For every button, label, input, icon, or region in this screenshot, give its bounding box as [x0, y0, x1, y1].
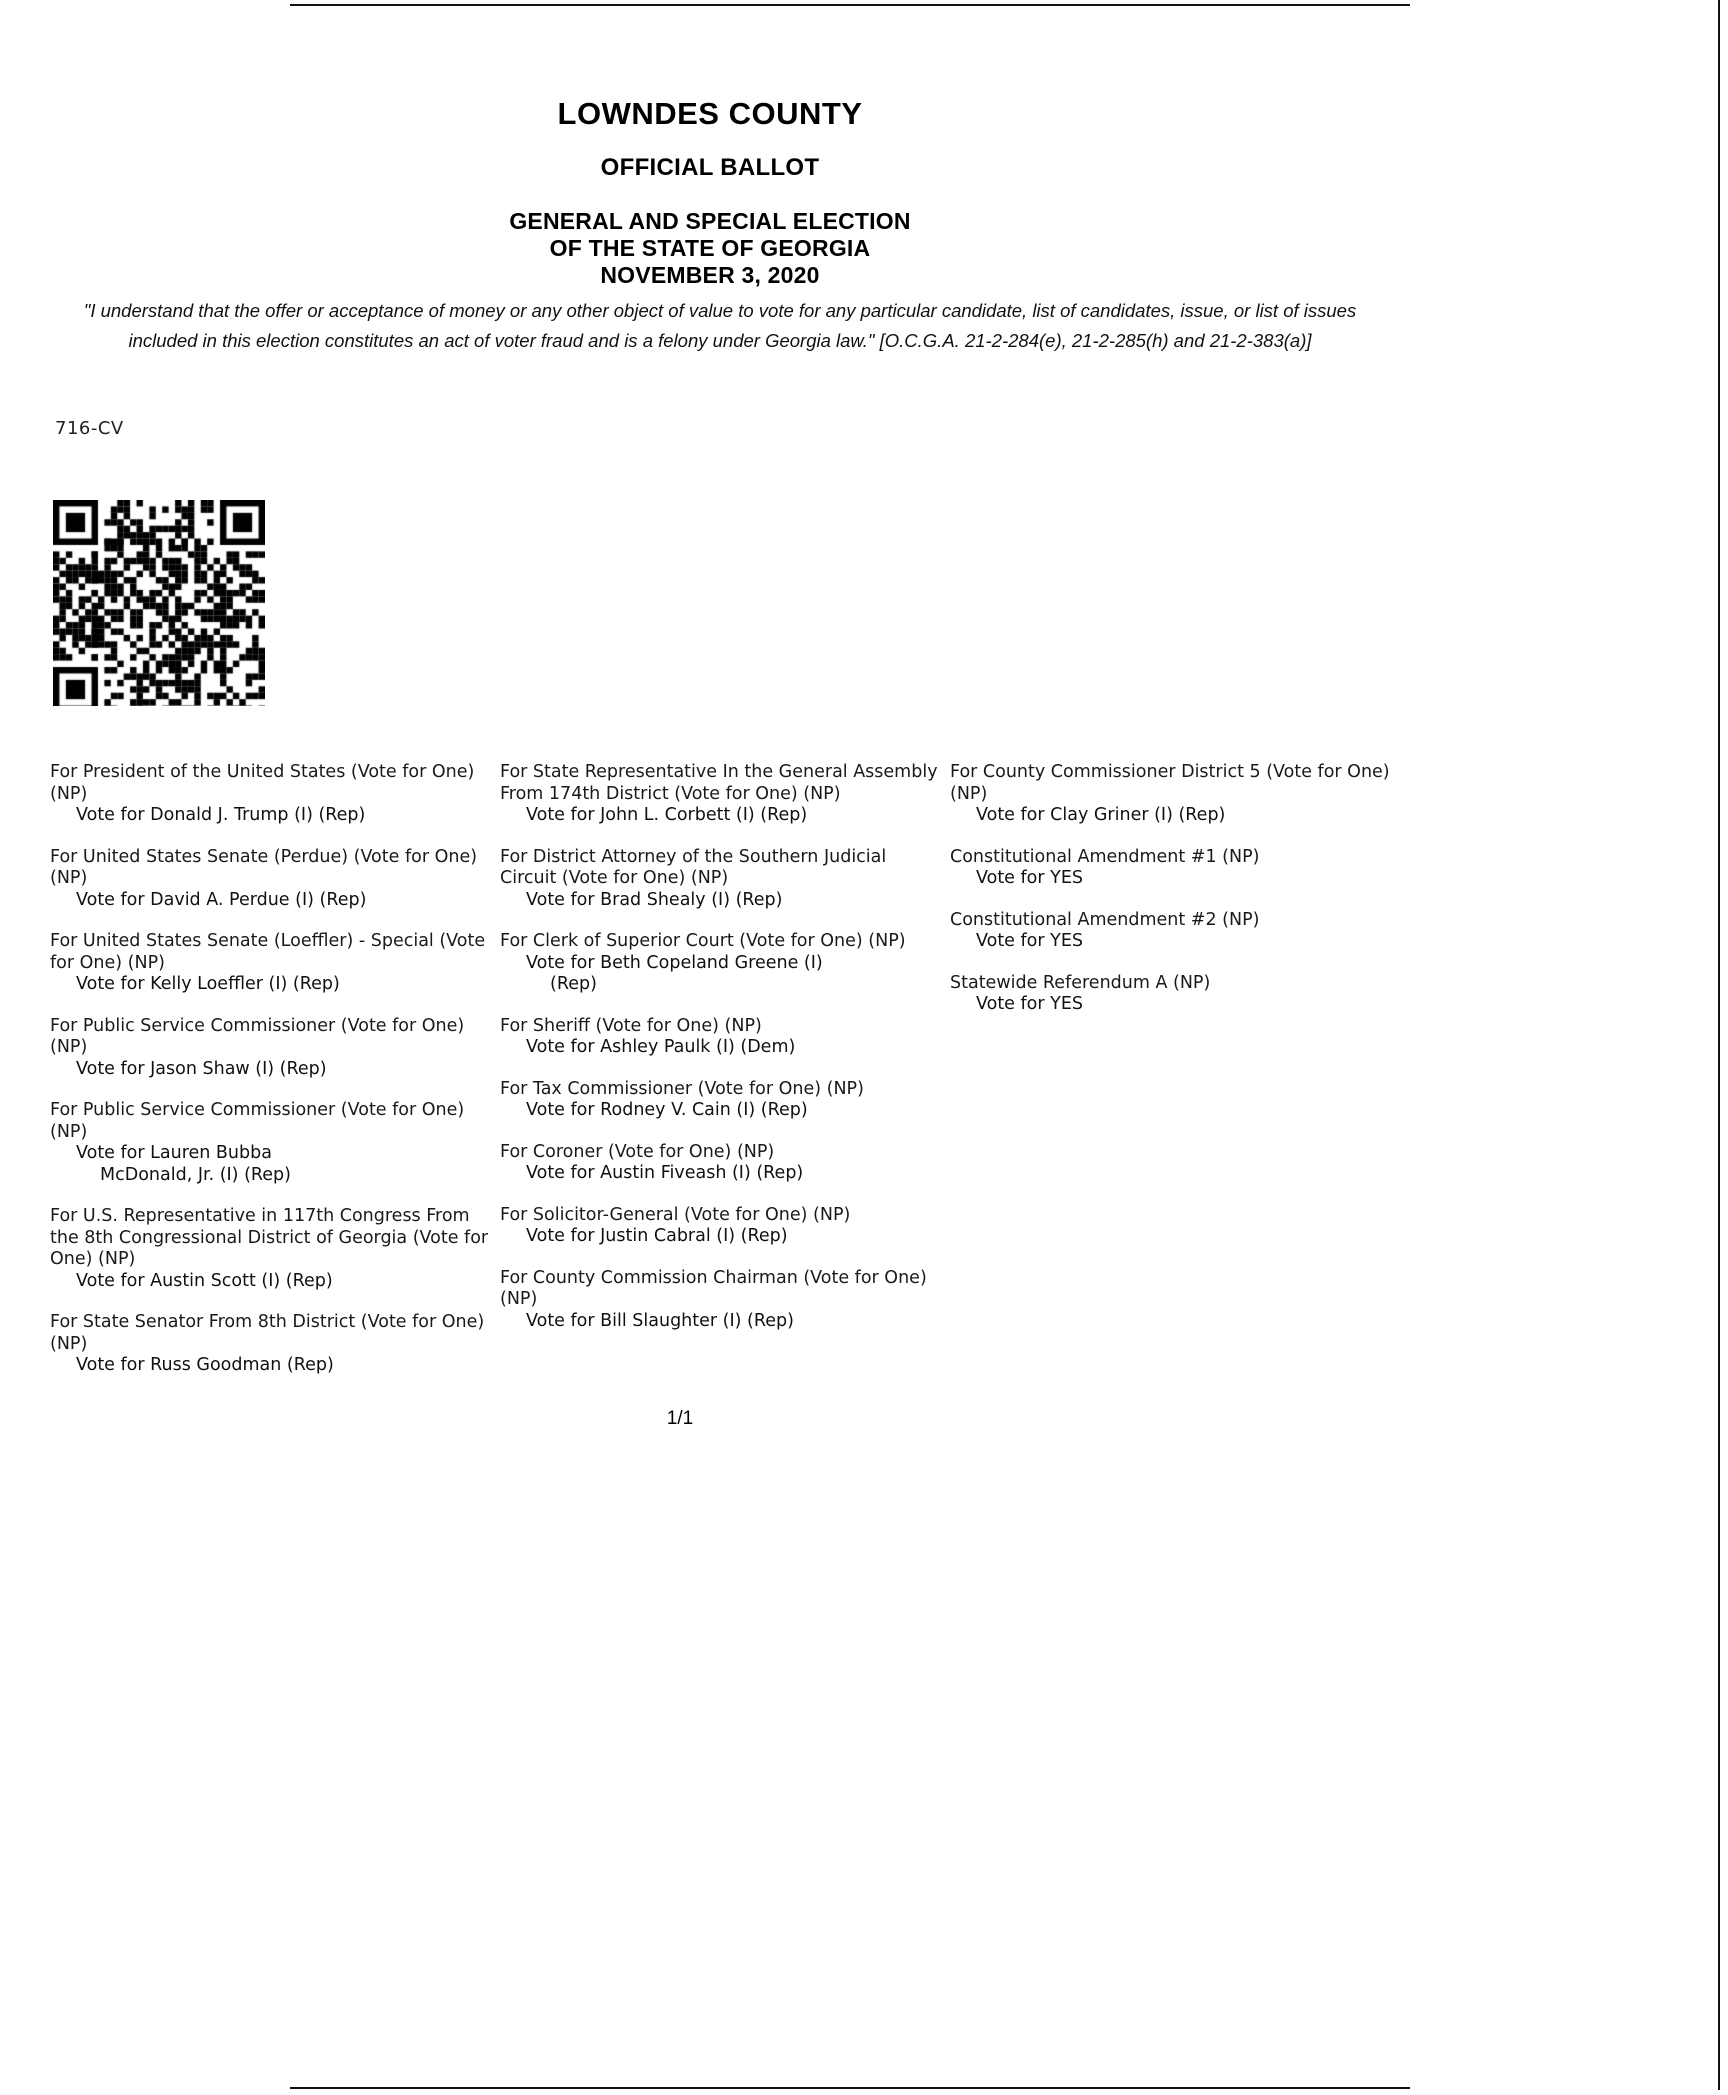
contest-entry [50, 847, 492, 912]
contest-entry [950, 910, 1392, 953]
contest-entry [950, 973, 1392, 1016]
contest-selected-choice: Vote for Austin Scott (I) (Rep) [76, 1270, 333, 1291]
contest-column-1 [50, 762, 500, 1397]
contest-office-title: For State Senator From 8th District (Vote for One) (NP) [50, 1312, 485, 1354]
election-date: NOVEMBER 3, 2020 [600, 262, 820, 288]
ballot-style-code: 716-CV [55, 418, 124, 439]
contest-office-title: For State Representative In the General Assembly From 174th District (Vote for One) (NP) [500, 762, 938, 804]
contest-selected-choice: Vote for Justin Cabral (I) (Rep) [526, 1226, 788, 1246]
contest-selected-choice: Vote for Russ Goodman (Rep) [76, 1355, 334, 1375]
contest-entry [500, 1016, 942, 1059]
contest-office-title: For Clerk of Superior Court (Vote for One) (NP) [500, 931, 906, 951]
contest-office-title: For Coroner (Vote for One) (NP) [500, 1141, 775, 1162]
contest-columns [50, 762, 1400, 1397]
contest-entry [50, 1312, 492, 1377]
contest-entry [50, 931, 492, 996]
county-title: LOWNDES COUNTY [557, 96, 863, 131]
contest-selected-choice-continued: McDonald, Jr. (I) (Rep) [100, 1164, 291, 1185]
contest-entry [500, 1142, 942, 1185]
scan-edge-right [1718, 0, 1720, 2090]
contest-entry [50, 1100, 492, 1186]
contest-entry [500, 1079, 942, 1122]
election-title-line2: OF THE STATE OF GEORGIA [549, 235, 871, 261]
ballot-header [0, 96, 1420, 289]
contest-office-title: For Solicitor-General (Vote for One) (NP) [500, 1204, 851, 1225]
contest-office-title: For Sheriff (Vote for One) (NP) [500, 1015, 762, 1036]
contest-entry [50, 1206, 492, 1292]
contest-selected-choice: Vote for Austin Fiveash (I) (Rep) [526, 1163, 804, 1183]
contest-entry [500, 847, 942, 912]
contest-selected-choice: Vote for Rodney V. Cain (I) (Rep) [526, 1100, 808, 1120]
contest-office-title: Statewide Referendum A (NP) [950, 972, 1211, 993]
contest-selected-choice: Vote for Ashley Paulk (I) (Dem) [526, 1037, 796, 1057]
contest-entry [950, 847, 1392, 890]
contest-entry [500, 1205, 942, 1248]
contest-office-title: For District Attorney of the Southern Judicial Circuit (Vote for One) (NP) [500, 846, 887, 888]
contest-selected-choice: Vote for Kelly Loeffler (I) (Rep) [76, 974, 340, 994]
contest-column-2 [500, 762, 950, 1397]
page-number: 1/1 [666, 1408, 694, 1429]
contest-entry [50, 1016, 492, 1081]
contest-office-title: Constitutional Amendment #1 (NP) [950, 846, 1260, 867]
contest-selected-choice: Vote for Donald J. Trump (I) (Rep) [76, 805, 366, 825]
contest-office-title: For Tax Commissioner (Vote for One) (NP) [500, 1078, 864, 1099]
contest-selected-choice: Vote for Lauren Bubba [76, 1143, 272, 1163]
contest-office-title: For Public Service Commissioner (Vote for One) (NP) [50, 1100, 465, 1142]
contest-entry [950, 762, 1392, 827]
contest-selected-choice: Vote for David A. Perdue (I) (Rep) [76, 889, 367, 910]
contest-entry [50, 762, 492, 827]
contest-entry [500, 762, 942, 827]
contest-selected-choice: Vote for Jason Shaw (I) (Rep) [76, 1058, 327, 1079]
contest-selected-choice-continued: (Rep) [550, 974, 597, 994]
official-ballot-title: OFFICIAL BALLOT [600, 154, 820, 181]
contest-office-title: For United States Senate (Loeffler) - Special (Vote for One) (NP) [50, 931, 486, 973]
contest-office-title: Constitutional Amendment #2 (NP) [950, 909, 1260, 930]
contest-selected-choice: Vote for YES [976, 994, 1083, 1014]
election-title-line1: GENERAL AND SPECIAL ELECTION [509, 208, 911, 234]
scan-edge-top [290, 4, 1410, 6]
contest-selected-choice: Vote for Bill Slaughter (I) (Rep) [526, 1310, 794, 1331]
contest-office-title: For President of the United States (Vote for One) (NP) [50, 762, 475, 804]
contest-office-title: For County Commissioner District 5 (Vote for One) (NP) [950, 762, 1390, 804]
contest-office-title: For United States Senate (Perdue) (Vote for One) (NP) [50, 846, 478, 888]
contest-selected-choice: Vote for Brad Shealy (I) (Rep) [526, 889, 783, 910]
contest-column-3 [950, 762, 1400, 1397]
qr-code-icon [53, 500, 265, 706]
contest-office-title: For Public Service Commissioner (Vote for One) (NP) [50, 1015, 465, 1057]
contest-office-title: For U.S. Representative in 117th Congress From the 8th Congressional District of Georgia (Vote for One) (NP) [50, 1206, 489, 1269]
contest-office-title: For County Commission Chairman (Vote for One) (NP) [500, 1267, 927, 1309]
contest-entry [500, 931, 942, 996]
contest-entry [500, 1268, 942, 1333]
contest-selected-choice: Vote for Beth Copeland Greene (I) [526, 952, 823, 973]
contest-selected-choice: Vote for YES [976, 868, 1083, 888]
contest-selected-choice: Vote for Clay Griner (I) (Rep) [976, 805, 1226, 825]
contest-selected-choice: Vote for YES [976, 931, 1083, 951]
voter-fraud-oath: "I understand that the offer or acceptance of money or any other object of value to vote for any particular candidate, list of candidates, issue, or list of issues included in this election constitutes an act of voter fraud and is a felony under Georgia law." [O.C.G.A. 21-2-284(e), 21-2-285(h) and 21-2-383(a)] [83, 300, 1357, 351]
contest-selected-choice: Vote for John L. Corbett (I) (Rep) [526, 805, 808, 825]
scan-edge-bottom [290, 2087, 1410, 2089]
